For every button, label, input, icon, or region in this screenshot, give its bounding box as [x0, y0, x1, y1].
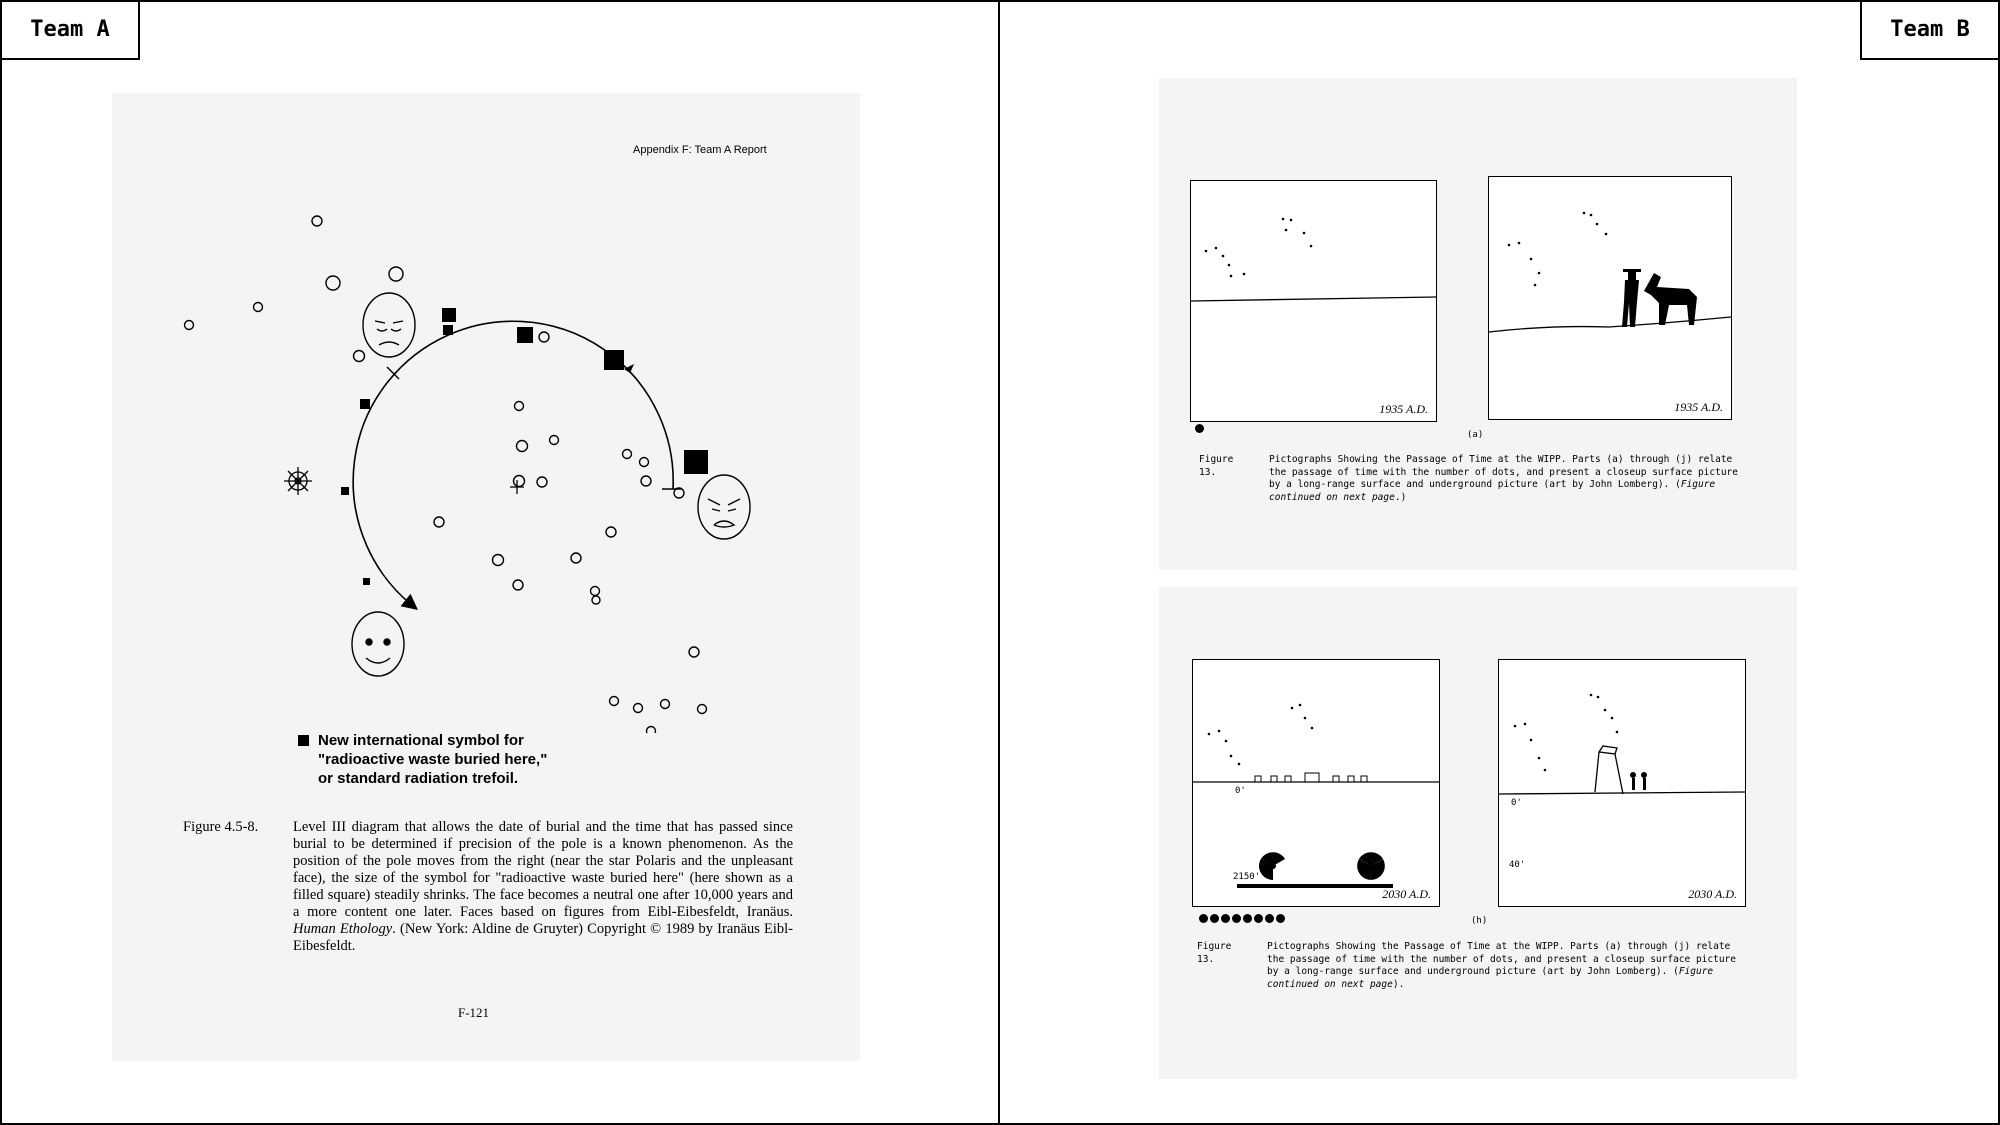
pictograph-panel-h-left [1192, 659, 1440, 907]
legend-square-icon [298, 735, 309, 746]
time-dot [1265, 914, 1274, 923]
caption-text-end: . (New York: Aldine de Gruyter) Copyright © 1989 by Iranäus Eibl-Eibesfeldt. [293, 921, 793, 954]
legend-line: or standard radiation trefoil. [318, 770, 519, 787]
depth-label: 40' [1509, 860, 1526, 870]
page-number: F-121 [458, 1005, 490, 1020]
horse-icon [1644, 273, 1697, 325]
content-face-icon [352, 612, 404, 676]
panel-date: 1935 A.D. [1674, 400, 1723, 414]
pole-arc [353, 321, 673, 606]
panel-date: 2030 A.D. [1382, 887, 1431, 901]
depth-zero: 0' [1511, 798, 1522, 808]
time-dots-a [1195, 424, 1204, 433]
angry-face-icon [698, 475, 750, 539]
legend-line: New international symbol for [318, 732, 524, 749]
depth-zero: 0' [1235, 786, 1246, 796]
cowboy-icon [1622, 269, 1641, 327]
appendix-header: Appendix F: Team A Report [633, 144, 767, 156]
caption-body [1267, 941, 1737, 991]
caption-italic: Human Ethology [293, 921, 393, 937]
legend-line: "radioactive waste buried here," [318, 751, 548, 768]
caption-text-end: ). [1392, 978, 1405, 990]
ship-wheel-icon [284, 467, 312, 495]
caption-text: Pictographs Showing the Passage of Time at the WIPP. Parts (a) through (j) relate the passage of time with the number of dots, and present a closeup surface picture by a long-range surface and underground picture (art by John Lomberg). ( [1269, 454, 1738, 490]
radiation-square [341, 487, 349, 495]
pole-cross-icon [510, 480, 524, 494]
time-dot [1210, 914, 1219, 923]
people-icon [1630, 772, 1647, 790]
panel-divider [998, 0, 1000, 1125]
underground-scene [1193, 660, 1439, 906]
figure-caption [293, 819, 793, 955]
panel-date: 2030 A.D. [1688, 887, 1737, 901]
caption-text: Level III diagram that allows the date of burial and the time that has passed since burial to be determined if precision of the pole is a known phenomenon. As the position of the pole moves from the right (near the star Polaris and the unpleasant face), the size of the symbol for "radioactive waste buried here" (here shown as a filled square) steadily shrinks. The face becomes a neutral one after 10,000 years and a more content one later. Faces based on figures from Eibl-Eibesfeldt, Iranäus. [293, 819, 793, 920]
time-dot [1195, 424, 1204, 433]
time-dot [1199, 914, 1208, 923]
time-dot [1221, 914, 1230, 923]
team-a-label: Team A [0, 0, 140, 60]
unpleasant-face-icon [363, 293, 415, 357]
caption-text: Pictographs Showing the Passage of Time at the WIPP. Parts (a) through (j) relate the passage of time with the number of dots, and present a closeup surface picture by a long-range surface and underground picture (art by John Lomberg). ( [1267, 941, 1736, 977]
time-dot [1276, 914, 1285, 923]
caption-head: Figure 13. [1197, 941, 1232, 965]
caption-body [1269, 454, 1739, 504]
legend [318, 731, 547, 788]
pictograph-panel-h-right [1498, 659, 1746, 907]
panel-date: 1935 A.D. [1379, 402, 1428, 416]
caption-text-end: .) [1394, 491, 1407, 503]
sub-figure-label: (a) [1467, 430, 1484, 440]
caption-italic: Figure continued on next page [1267, 966, 1714, 990]
depth-label: 2150' [1233, 872, 1261, 882]
sub-figure-label: (h) [1471, 916, 1488, 926]
team-b-label: Team B [1860, 0, 2000, 60]
team-a-document-page [112, 93, 860, 1061]
figure-number: Figure 4.5-8. [183, 819, 259, 835]
cowboy-horse-scene [1489, 177, 1731, 419]
radiation-square [360, 399, 370, 409]
star-circles [185, 216, 707, 733]
team-b-document-page-a [1159, 78, 1797, 570]
pole-diagram [112, 93, 860, 733]
pictograph-panel-a-right [1488, 176, 1732, 420]
pictograph-panel-a-left [1190, 180, 1437, 422]
time-dot [1254, 914, 1263, 923]
time-dot [1243, 914, 1252, 923]
marker-scene [1499, 660, 1745, 906]
time-dot [1232, 914, 1241, 923]
team-b-document-page-h [1159, 587, 1797, 1079]
caption-italic: Figure continued on next page [1269, 479, 1716, 503]
time-dots-h [1199, 914, 1285, 923]
stone-marker-icon [1595, 746, 1623, 794]
night-sky-scene [1191, 181, 1436, 421]
radiation-trefoil-icon [1353, 852, 1389, 883]
radiation-square [363, 578, 370, 585]
caption-head: Figure 13. [1199, 454, 1234, 478]
